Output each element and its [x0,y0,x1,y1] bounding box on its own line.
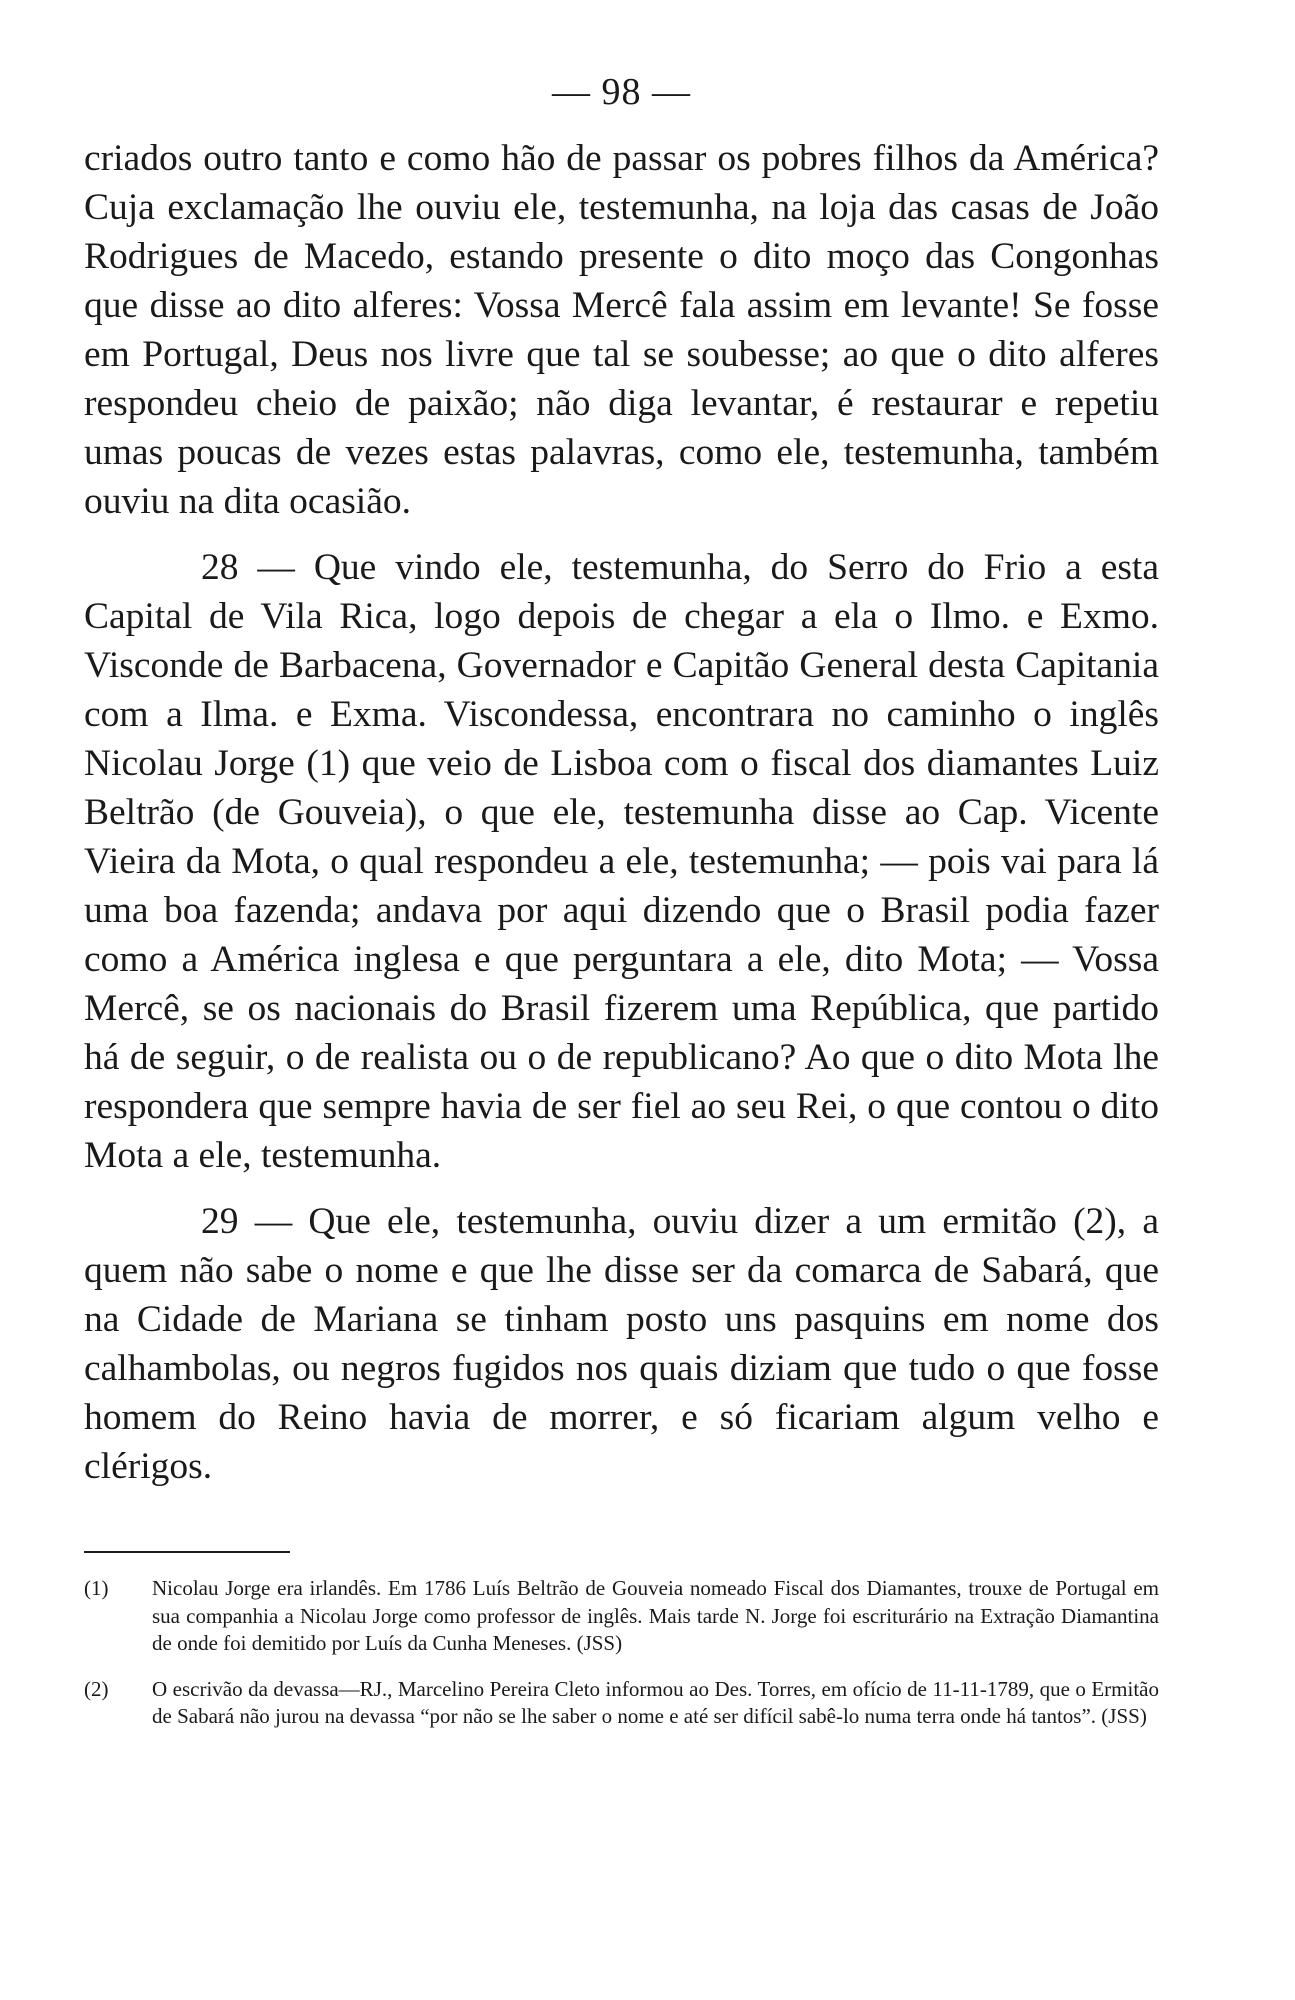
document-page [84,70,1159,1731]
footnote-mark: (2) [84,1676,109,1701]
paragraph-continuation: criados outro tanto e como hão de passar os pobres filhos da América? Cuja exclamação lhe ouviu ele, testemunha, na loja das casas de João Rodrigues de Macedo, estando presente o dito moço das Congonhas que disse ao dito alferes: Vossa Mercê fala assim em levante! Se fosse em Portugal, Deus nos livre que tal se soubesse; ao que o dito alferes respondeu cheio de paixão; não diga levantar, é restaurar e repetiu umas poucas de vezes estas palavras, como ele, testemunha, também ouviu na dita ocasião. [84,138,1159,522]
footnote-mark: (1) [84,1576,109,1600]
footnote-1 [84,1575,1159,1658]
paragraph-29: 29 — Que ele, testemunha, ouviu dizer a um ermitão (2), a quem não sabe o nome e que lhe disse ser da comarca de Sabará, que na Cidade de Mariana se tinham posto uns pasquins em nome dos calhambolas, ou negros fugidos nos quais diziam que tudo o que fosse homem do Reino havia de morrer, e só ficariam algum velho e clérigos. [84,1201,1159,1487]
footnote-text: Nicolau Jorge era irlandês. Em 1786 Luís Beltrão de Gouveia nomeado Fiscal dos Diamantes, trouxe de Portugal em sua companhia a Nicolau Jorge como professor de inglês. Mais tarde N. Jorge foi escriturário na Extração Diamantina de onde foi demitido por Luís da Cunha Meneses. (JSS) [152,1576,1159,1655]
footnote-2 [84,1676,1159,1731]
page-number: — 98 — [552,71,691,113]
footnote-text: O escrivão da devassa—RJ., Marcelino Pereira Cleto informou ao Des. Torres, em ofício de 11-11-1789, que o Ermitão de Sabará não jurou na devassa “por não se lhe saber o nome e até ser difícil sabê-lo numa terra onde há tantos”. (JSS) [152,1676,1159,1728]
footnote-divider [84,1551,290,1553]
paragraph-28: 28 — Que vindo ele, testemunha, do Serro do Frio a esta Capital de Vila Rica, logo depois de chegar a ela o Ilmo. e Exmo. Visconde de Barbacena, Governador e Capitão General desta Capitania com a Ilma. e Exma. Viscondessa, encontrara no caminho o inglês Nicolau Jorge (1) que veio de Lisboa com o fiscal dos diamantes Luiz Beltrão (de Gouveia), o que ele, testemunha disse ao Cap. Vicente Vieira da Mota, o qual respondeu a ele, testemunha; — pois vai para lá uma boa fazenda; andava por aqui dizendo que o Brasil podia fazer como a América inglesa e que perguntara a ele, dito Mota; — Vossa Mercê, se os nacionais do Brasil fizerem uma República, que partido há de seguir, o de realista ou o de republicano? Ao que o dito Mota lhe respondera que sempre havia de ser fiel ao seu Rei, o que contou o dito Mota a ele, testemunha. [84,547,1159,1176]
